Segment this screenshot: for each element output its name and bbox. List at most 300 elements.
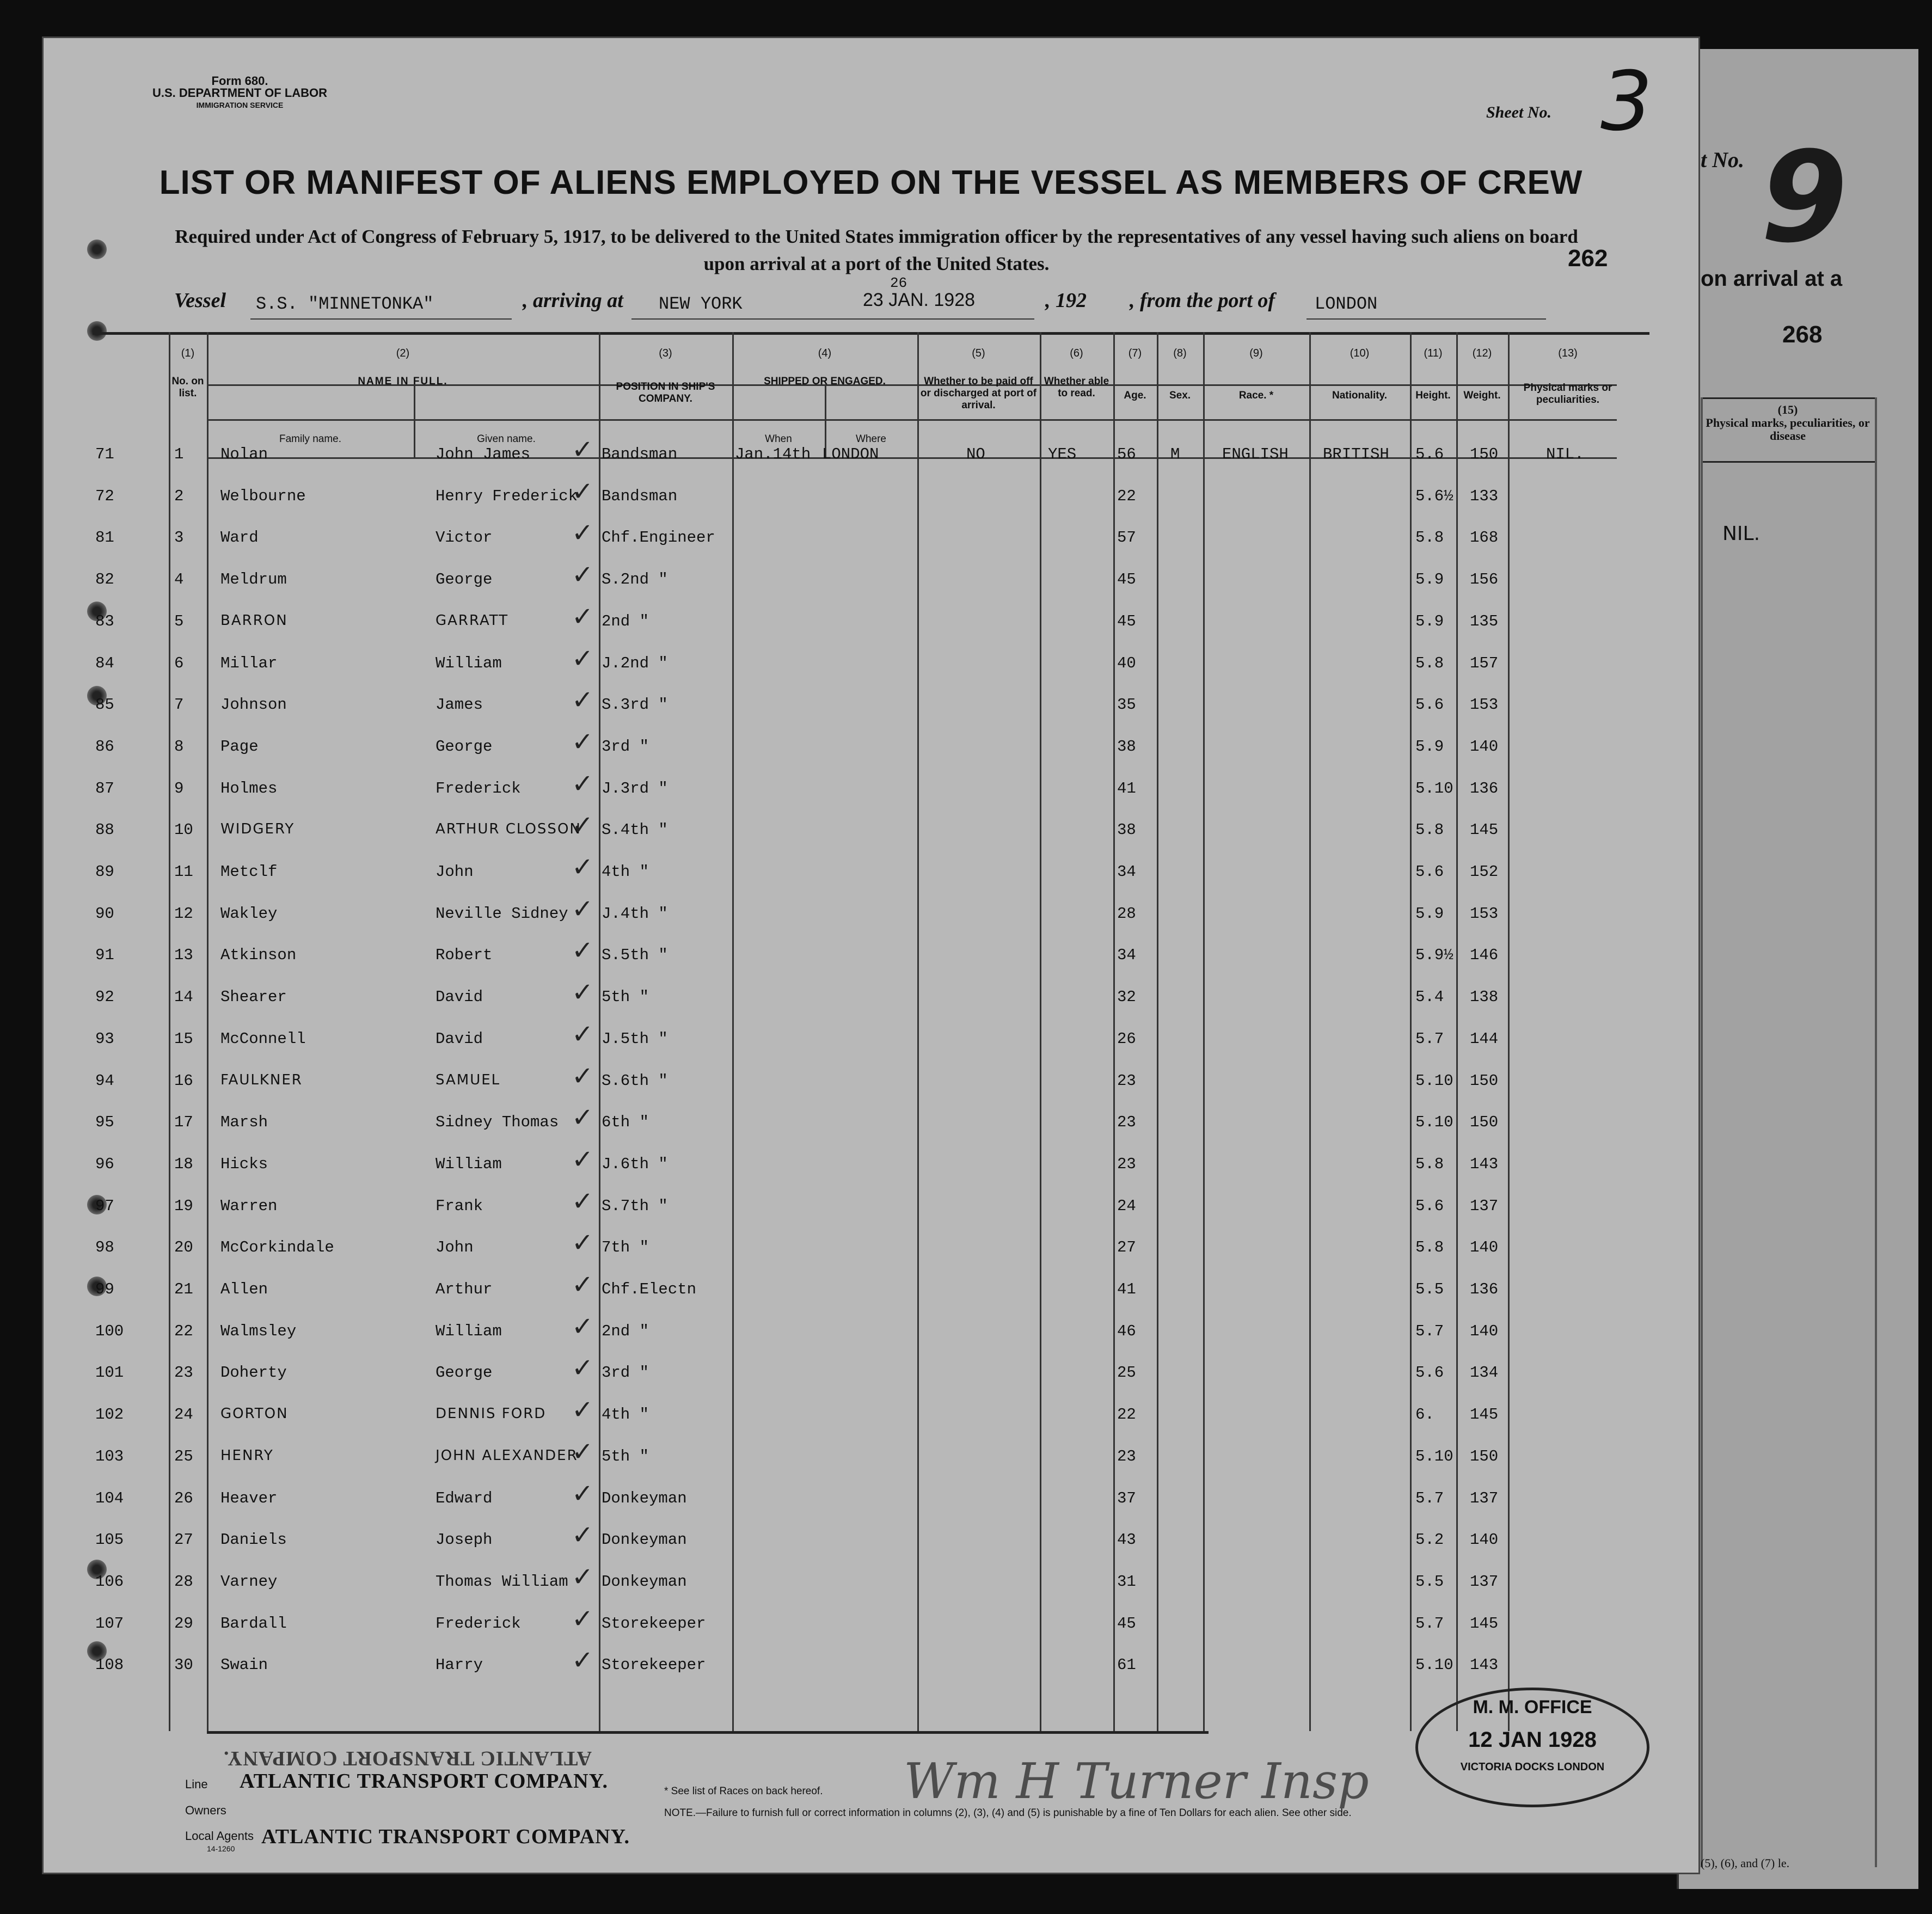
row-family-name: Swain [220, 1656, 268, 1674]
checkmark-icon: ✓ [572, 1269, 594, 1300]
row-family-name: Atkinson [220, 946, 297, 965]
row-list-number: 29 [174, 1614, 193, 1633]
row-age: 34 [1117, 946, 1136, 965]
row-given-name: SAMUEL [436, 1071, 501, 1088]
checkmark-icon: ✓ [572, 726, 594, 757]
checkmark-icon: ✓ [572, 1060, 594, 1091]
row-position: Donkeyman [602, 1489, 687, 1507]
row-list-number: 16 [174, 1071, 193, 1090]
row-weight: 137 [1470, 1197, 1499, 1215]
side-first-value: NIL. [1722, 523, 1761, 545]
row-list-number: 19 [174, 1197, 193, 1215]
col-num-6: (6) [1070, 347, 1083, 359]
vessel-label: Vessel [174, 289, 226, 312]
penalty-note: NOTE.—Failure to furnish full or correct information in columns (2), (3), (4) and (5) is punishable by a fine of Ten Dollars for each alien. See other side. [664, 1807, 1352, 1819]
side-sheet-label: t No. [1701, 148, 1744, 172]
row-height: 5.9 [1415, 737, 1444, 756]
row-list-number: 3 [174, 529, 184, 547]
row-ref-number: 86 [95, 737, 114, 756]
row-list-number: 23 [174, 1364, 193, 1382]
year-label: , 192 [1045, 289, 1087, 312]
col-head-4: SHIPPED OR ENGAGED. [764, 376, 886, 387]
row-age: 23 [1117, 1071, 1136, 1090]
row-given-name: Henry Frederick [436, 487, 578, 505]
col-head-6: Whether able to read. [1044, 376, 1109, 399]
row-weight: 140 [1470, 1322, 1499, 1340]
row-list-number: 5 [174, 612, 184, 630]
row-family-name: Allen [220, 1280, 268, 1298]
row-given-name: Neville Sidney [436, 904, 568, 923]
row-height: 5.7 [1415, 1029, 1444, 1048]
row-weight: 145 [1470, 1406, 1499, 1424]
row-height: 5.6½ [1415, 487, 1453, 505]
row-position: S.5th " [602, 946, 668, 965]
row-list-number: 20 [174, 1238, 193, 1257]
row-given-name: JOHN ALEXANDER [436, 1447, 578, 1464]
row-age: 31 [1117, 1572, 1136, 1591]
checkmark-icon: ✓ [572, 1395, 594, 1426]
row-age: 37 [1117, 1489, 1136, 1507]
col-num-3: (3) [659, 347, 672, 359]
row-ref-number: 88 [95, 821, 114, 839]
row-given-name: James [436, 696, 483, 714]
sheet-number-label: Sheet No. [1486, 103, 1551, 121]
row-family-name: FAULKNER [220, 1071, 303, 1088]
row-family-name: Ward [220, 529, 259, 547]
row-given-name: David [436, 988, 483, 1007]
row-weight: 156 [1470, 570, 1499, 589]
row-position: 3rd " [602, 737, 649, 756]
row-ref-number: 82 [95, 570, 114, 589]
mirrored-stamp: ATLANTIC TRANSPORT COMPANY. [223, 1747, 592, 1770]
row-given-name: Victor [436, 529, 493, 547]
checkmark-icon: ✓ [572, 1603, 594, 1634]
col-head-2: NAME IN FULL. [358, 376, 448, 387]
row-list-number: 30 [174, 1656, 193, 1674]
row-age: 57 [1117, 529, 1136, 547]
office-stamp: M. M. OFFICE 12 JAN 1928 VICTORIA DOCKS LONDON [1415, 1688, 1649, 1807]
col-head-8: Sex. [1169, 390, 1191, 401]
sheet-number: 3 [1600, 54, 1653, 149]
row-list-number: 26 [174, 1489, 193, 1507]
line-value: ATLANTIC TRANSPORT COMPANY. [240, 1770, 609, 1793]
col-num-9: (9) [1249, 347, 1263, 359]
row-position: Chf.Engineer [602, 529, 715, 547]
row-position: 6th " [602, 1113, 649, 1132]
row-list-number: 17 [174, 1113, 193, 1132]
checkmark-icon: ✓ [572, 518, 594, 549]
row-weight: 144 [1470, 1029, 1499, 1048]
row-weight: 140 [1470, 737, 1499, 756]
row-given-name: Frederick [436, 779, 521, 798]
row-weight: 143 [1470, 1656, 1499, 1674]
checkmark-icon: ✓ [572, 1478, 594, 1509]
row-weight: 152 [1470, 863, 1499, 881]
row-age: 45 [1117, 570, 1136, 589]
row-age: 38 [1117, 821, 1136, 839]
row-given-name: George [436, 1364, 493, 1382]
row-ref-number: 90 [95, 904, 114, 923]
col-head-9: Race. * [1238, 390, 1274, 401]
row-height: 5.10 [1415, 779, 1453, 798]
checkmark-icon: ✓ [572, 1561, 594, 1592]
arrival-date: 23 JAN. 1928 [863, 290, 976, 310]
row-age: 24 [1117, 1197, 1136, 1215]
row-weight: 150 [1470, 445, 1499, 463]
row-list-number: 13 [174, 946, 193, 965]
col-head-1: No. on list. [171, 376, 204, 399]
row-age: 35 [1117, 696, 1136, 714]
row-family-name: Varney [220, 1572, 278, 1591]
row-ref-number: 101 [95, 1364, 124, 1382]
row-age: 23 [1117, 1155, 1136, 1173]
inspector-signature: Wm H Turner Insp [904, 1753, 1369, 1810]
row-family-name: GORTON [220, 1406, 289, 1422]
row-position: J.3rd " [602, 779, 668, 798]
checkmark-icon: ✓ [572, 768, 594, 799]
row-list-number: 9 [174, 779, 184, 798]
row-ref-number: 91 [95, 946, 114, 965]
arriving-label: , arriving at [523, 289, 623, 312]
checkmark-icon: ✓ [572, 1186, 594, 1217]
row-weight: 150 [1470, 1447, 1499, 1465]
row-position: J.2nd " [602, 654, 668, 672]
row-given-name: DENNIS FORD [436, 1406, 547, 1422]
row-given-name: John James [436, 445, 531, 463]
side-arrival-text: on arrival at a [1701, 267, 1843, 291]
col-num-2: (2) [396, 347, 410, 359]
row-age: 38 [1117, 737, 1136, 756]
col-num-4: (4) [818, 347, 832, 359]
row-weight: 157 [1470, 654, 1499, 672]
row-ref-number: 87 [95, 779, 114, 798]
col-head-12: Weight. [1463, 390, 1501, 401]
row-list-number: 25 [174, 1447, 193, 1465]
line-label: Line [185, 1777, 208, 1791]
row-height: 5.7 [1415, 1489, 1444, 1507]
row-height: 5.8 [1415, 1238, 1444, 1257]
row-family-name: Hicks [220, 1155, 268, 1173]
checkmark-icon: ✓ [572, 852, 594, 882]
row-ref-number: 100 [95, 1322, 124, 1340]
checkmark-icon: ✓ [572, 1353, 594, 1384]
row-given-name: William [436, 1322, 502, 1340]
row-position: Chf.Electn [602, 1280, 697, 1298]
col-num-8: (8) [1173, 347, 1187, 359]
document-title: LIST OR MANIFEST OF ALIENS EMPLOYED ON THE VESSEL AS MEMBERS OF CREW [159, 164, 1583, 201]
row-given-name: ARTHUR CLOSSON [436, 821, 581, 838]
col-head-10: Nationality. [1332, 390, 1387, 401]
row-family-name: Millar [220, 654, 278, 672]
row-age: 22 [1117, 1406, 1136, 1424]
row-given-name: Frank [436, 1197, 483, 1215]
row-family-name: BARRON [220, 612, 288, 629]
row-ref-number: 99 [95, 1280, 114, 1298]
row-height: 5.5 [1415, 1572, 1444, 1591]
row-family-name: Bardall [220, 1614, 287, 1633]
row-family-name: Wakley [220, 904, 278, 923]
row-height: 5.9 [1415, 570, 1444, 589]
row-list-number: 6 [174, 654, 184, 672]
col-num-7: (7) [1128, 347, 1142, 359]
col-num-13: (13) [1558, 347, 1578, 359]
row-list-number: 24 [174, 1406, 193, 1424]
col-head-11: Height. [1415, 390, 1451, 401]
row-physical-marks: NIL. [1546, 445, 1584, 463]
row-height: 5.8 [1415, 529, 1444, 547]
row-family-name: Johnson [220, 696, 287, 714]
row-given-name: GARRATT [436, 612, 509, 629]
row-family-name: HENRY [220, 1447, 274, 1464]
row-position: J.6th " [602, 1155, 668, 1173]
row-family-name: Heaver [220, 1489, 278, 1507]
row-weight: 136 [1470, 779, 1499, 798]
checkmark-icon: ✓ [572, 893, 594, 924]
row-family-name: McConnell [220, 1029, 306, 1048]
col-head-7: Age. [1124, 390, 1146, 401]
checkmark-icon: ✓ [572, 1645, 594, 1676]
row-list-number: 15 [174, 1029, 193, 1048]
row-family-name: Doherty [220, 1364, 287, 1382]
row-ref-number: 94 [95, 1071, 114, 1090]
arrival-date-correction: 26 [890, 275, 907, 291]
row-weight: 134 [1470, 1364, 1499, 1382]
row-height: 5.6 [1415, 696, 1444, 714]
row-age: 43 [1117, 1531, 1136, 1549]
row-given-name: Harry [436, 1656, 483, 1674]
row-ref-number: 71 [95, 445, 114, 463]
row-list-number: 2 [174, 487, 184, 505]
row-position: Storekeeper [602, 1614, 706, 1633]
row-weight: 137 [1470, 1572, 1499, 1591]
checkmark-icon: ✓ [572, 1436, 594, 1467]
agents-label: Local Agents [185, 1829, 254, 1843]
row-position: S.4th " [602, 821, 668, 839]
row-family-name: McCorkindale [220, 1238, 334, 1257]
row-list-number: 1 [174, 445, 184, 463]
row-height: 5.9½ [1415, 946, 1453, 965]
subcol-when: When [765, 433, 792, 445]
row-ref-number: 89 [95, 863, 114, 881]
row-family-name: Daniels [220, 1531, 287, 1549]
checkmark-icon: ✓ [572, 1102, 594, 1133]
row-ref-number: 96 [95, 1155, 114, 1173]
row-position: S.3rd " [602, 696, 668, 714]
row-position: Storekeeper [602, 1656, 706, 1674]
subcol-given: Given name. [477, 433, 536, 445]
row-position: 4th " [602, 1406, 649, 1424]
row-list-number: 18 [174, 1155, 193, 1173]
row-list-number: 10 [174, 821, 193, 839]
row-given-name: William [436, 654, 502, 672]
row-list-number: 12 [174, 904, 193, 923]
row-position: 4th " [602, 863, 649, 881]
col-num-10: (10) [1350, 347, 1370, 359]
row-ref-number: 83 [95, 612, 114, 630]
row-weight: 138 [1470, 988, 1499, 1007]
row-position: Donkeyman [602, 1531, 687, 1549]
row-list-number: 27 [174, 1531, 193, 1549]
from-port: LONDON [1315, 294, 1378, 314]
row-given-name: George [436, 737, 493, 756]
row-age: 23 [1117, 1113, 1136, 1132]
row-nationality: BRITISH [1323, 445, 1389, 463]
checkmark-icon: ✓ [572, 434, 594, 465]
subcol-family: Family name. [279, 433, 342, 445]
row-given-name: William [436, 1155, 502, 1173]
row-weight: 168 [1470, 529, 1499, 547]
row-age: 56 [1117, 445, 1136, 463]
row-height: 5.10 [1415, 1071, 1453, 1090]
row-given-name: Sidney Thomas [436, 1113, 559, 1132]
row-weight: 135 [1470, 612, 1499, 630]
row-ref-number: 106 [95, 1572, 124, 1591]
row-height: 5.8 [1415, 1155, 1444, 1173]
row-age: 23 [1117, 1447, 1136, 1465]
row-family-name: Holmes [220, 779, 278, 798]
col-num-1: (1) [181, 347, 195, 359]
row-position: J.5th " [602, 1029, 668, 1048]
row-weight: 137 [1470, 1489, 1499, 1507]
row-ref-number: 98 [95, 1238, 114, 1257]
row-weight: 153 [1470, 904, 1499, 923]
row-ref-number: 104 [95, 1489, 124, 1507]
checkmark-icon: ✓ [572, 1144, 594, 1175]
checkmark-icon: ✓ [572, 1019, 594, 1050]
race-note: * See list of Races on back hereof. [664, 1786, 823, 1797]
row-weight: 140 [1470, 1531, 1499, 1549]
row-height: 5.10 [1415, 1447, 1453, 1465]
checkmark-icon: ✓ [572, 810, 594, 841]
row-position: 3rd " [602, 1364, 649, 1382]
row-given-name: John [436, 863, 474, 881]
row-weight: 150 [1470, 1113, 1499, 1132]
row-list-number: 4 [174, 570, 184, 589]
row-ref-number: 95 [95, 1113, 114, 1132]
row-position: S.2nd " [602, 570, 668, 589]
row-height: 5.6 [1415, 445, 1444, 463]
row-position: Bandsman [602, 445, 678, 463]
row-family-name: Shearer [220, 988, 287, 1007]
row-given-name: John [436, 1238, 474, 1257]
side-column-header: (15) Physical marks, peculiarities, or disease [1701, 397, 1875, 463]
side-sheet-number: 9 [1761, 125, 1848, 271]
checkmark-icon: ✓ [572, 560, 594, 591]
row-family-name: Page [220, 737, 259, 756]
checkmark-icon: ✓ [572, 643, 594, 674]
row-age: 45 [1117, 612, 1136, 630]
row-position: 5th " [602, 1447, 649, 1465]
row-position: J.4th " [602, 904, 668, 923]
checkmark-icon: ✓ [572, 685, 594, 716]
col-head-13: Physical marks or peculiarities. [1523, 382, 1612, 406]
row-family-name: Marsh [220, 1113, 268, 1132]
row-weight: 145 [1470, 821, 1499, 839]
from-port-label: , from the port of [1130, 289, 1275, 312]
row-age: 46 [1117, 1322, 1136, 1340]
row-position: 7th " [602, 1238, 649, 1257]
checkmark-icon: ✓ [572, 601, 594, 632]
row-weight: 133 [1470, 487, 1499, 505]
row-age: 40 [1117, 654, 1136, 672]
row-paid-off: NO [966, 445, 985, 463]
side-page-number: 268 [1782, 321, 1823, 348]
row-family-name: Welbourne [220, 487, 306, 505]
row-age: 45 [1117, 1614, 1136, 1633]
row-age: 27 [1117, 1238, 1136, 1257]
row-weight: 143 [1470, 1155, 1499, 1173]
row-weight: 145 [1470, 1614, 1499, 1633]
row-shipped-where: LONDON [822, 445, 879, 463]
row-age: 25 [1117, 1364, 1136, 1382]
row-list-number: 21 [174, 1280, 193, 1298]
row-ref-number: 107 [95, 1614, 124, 1633]
form-identifier: Form 680. U.S. DEPARTMENT OF LABOR IMMIGRATION SERVICE [152, 74, 328, 109]
agents-value: ATLANTIC TRANSPORT COMPANY. [261, 1825, 630, 1848]
row-height: 5.9 [1415, 904, 1444, 923]
row-age: 41 [1117, 779, 1136, 798]
row-given-name: Joseph [436, 1531, 493, 1549]
binder-hole [87, 240, 107, 259]
row-ref-number: 85 [95, 696, 114, 714]
row-family-name: Nolan [220, 445, 268, 463]
vessel-name: S.S. "MINNETONKA" [256, 294, 434, 314]
subcol-where: Where [856, 433, 886, 445]
row-ref-number: 92 [95, 988, 114, 1007]
row-height: 5.7 [1415, 1322, 1444, 1340]
row-family-name: Walmsley [220, 1322, 297, 1340]
row-position: 5th " [602, 988, 649, 1007]
col-num-5: (5) [972, 347, 985, 359]
row-height: 5.6 [1415, 863, 1444, 881]
row-ref-number: 84 [95, 654, 114, 672]
row-given-name: Arthur [436, 1280, 493, 1298]
checkmark-icon: ✓ [572, 1311, 594, 1342]
row-ref-number: 72 [95, 487, 114, 505]
row-ref-number: 105 [95, 1531, 124, 1549]
row-age: 22 [1117, 487, 1136, 505]
row-height: 5.8 [1415, 654, 1444, 672]
row-list-number: 11 [174, 863, 193, 881]
side-footer-text: (5), (6), and (7) le. [1701, 1856, 1790, 1870]
row-given-name: David [436, 1029, 483, 1048]
row-position: S.6th " [602, 1071, 668, 1090]
checkmark-icon: ✓ [572, 977, 594, 1008]
row-weight: 146 [1470, 946, 1499, 965]
row-list-number: 7 [174, 696, 184, 714]
owners-label: Owners [185, 1803, 226, 1817]
row-height: 5.10 [1415, 1113, 1453, 1132]
row-height: 5.6 [1415, 1364, 1444, 1382]
row-race: ENGLISH [1222, 445, 1289, 463]
row-age: 41 [1117, 1280, 1136, 1298]
row-list-number: 14 [174, 988, 193, 1007]
row-sex: M [1170, 445, 1180, 463]
document-subtitle: Required under Act of Congress of February 5, 1917, to be delivered to the United States immigration officer by the representatives of any vessel having such aliens on board upon arrival at a port of the United States. [175, 226, 1578, 274]
row-height: 6. [1415, 1406, 1434, 1424]
row-list-number: 22 [174, 1322, 193, 1340]
checkmark-icon: ✓ [572, 1520, 594, 1551]
row-height: 5.2 [1415, 1531, 1444, 1549]
col-num-12: (12) [1472, 347, 1492, 359]
col-num-11: (11) [1424, 347, 1443, 359]
checkmark-icon: ✓ [572, 476, 594, 507]
page-number: 262 [1568, 245, 1608, 272]
col-head-3: POSITION IN SHIP'S COMPANY. [616, 381, 715, 404]
row-ref-number: 102 [95, 1406, 124, 1424]
row-ref-number: 81 [95, 529, 114, 547]
arriving-port: NEW YORK [659, 294, 743, 314]
